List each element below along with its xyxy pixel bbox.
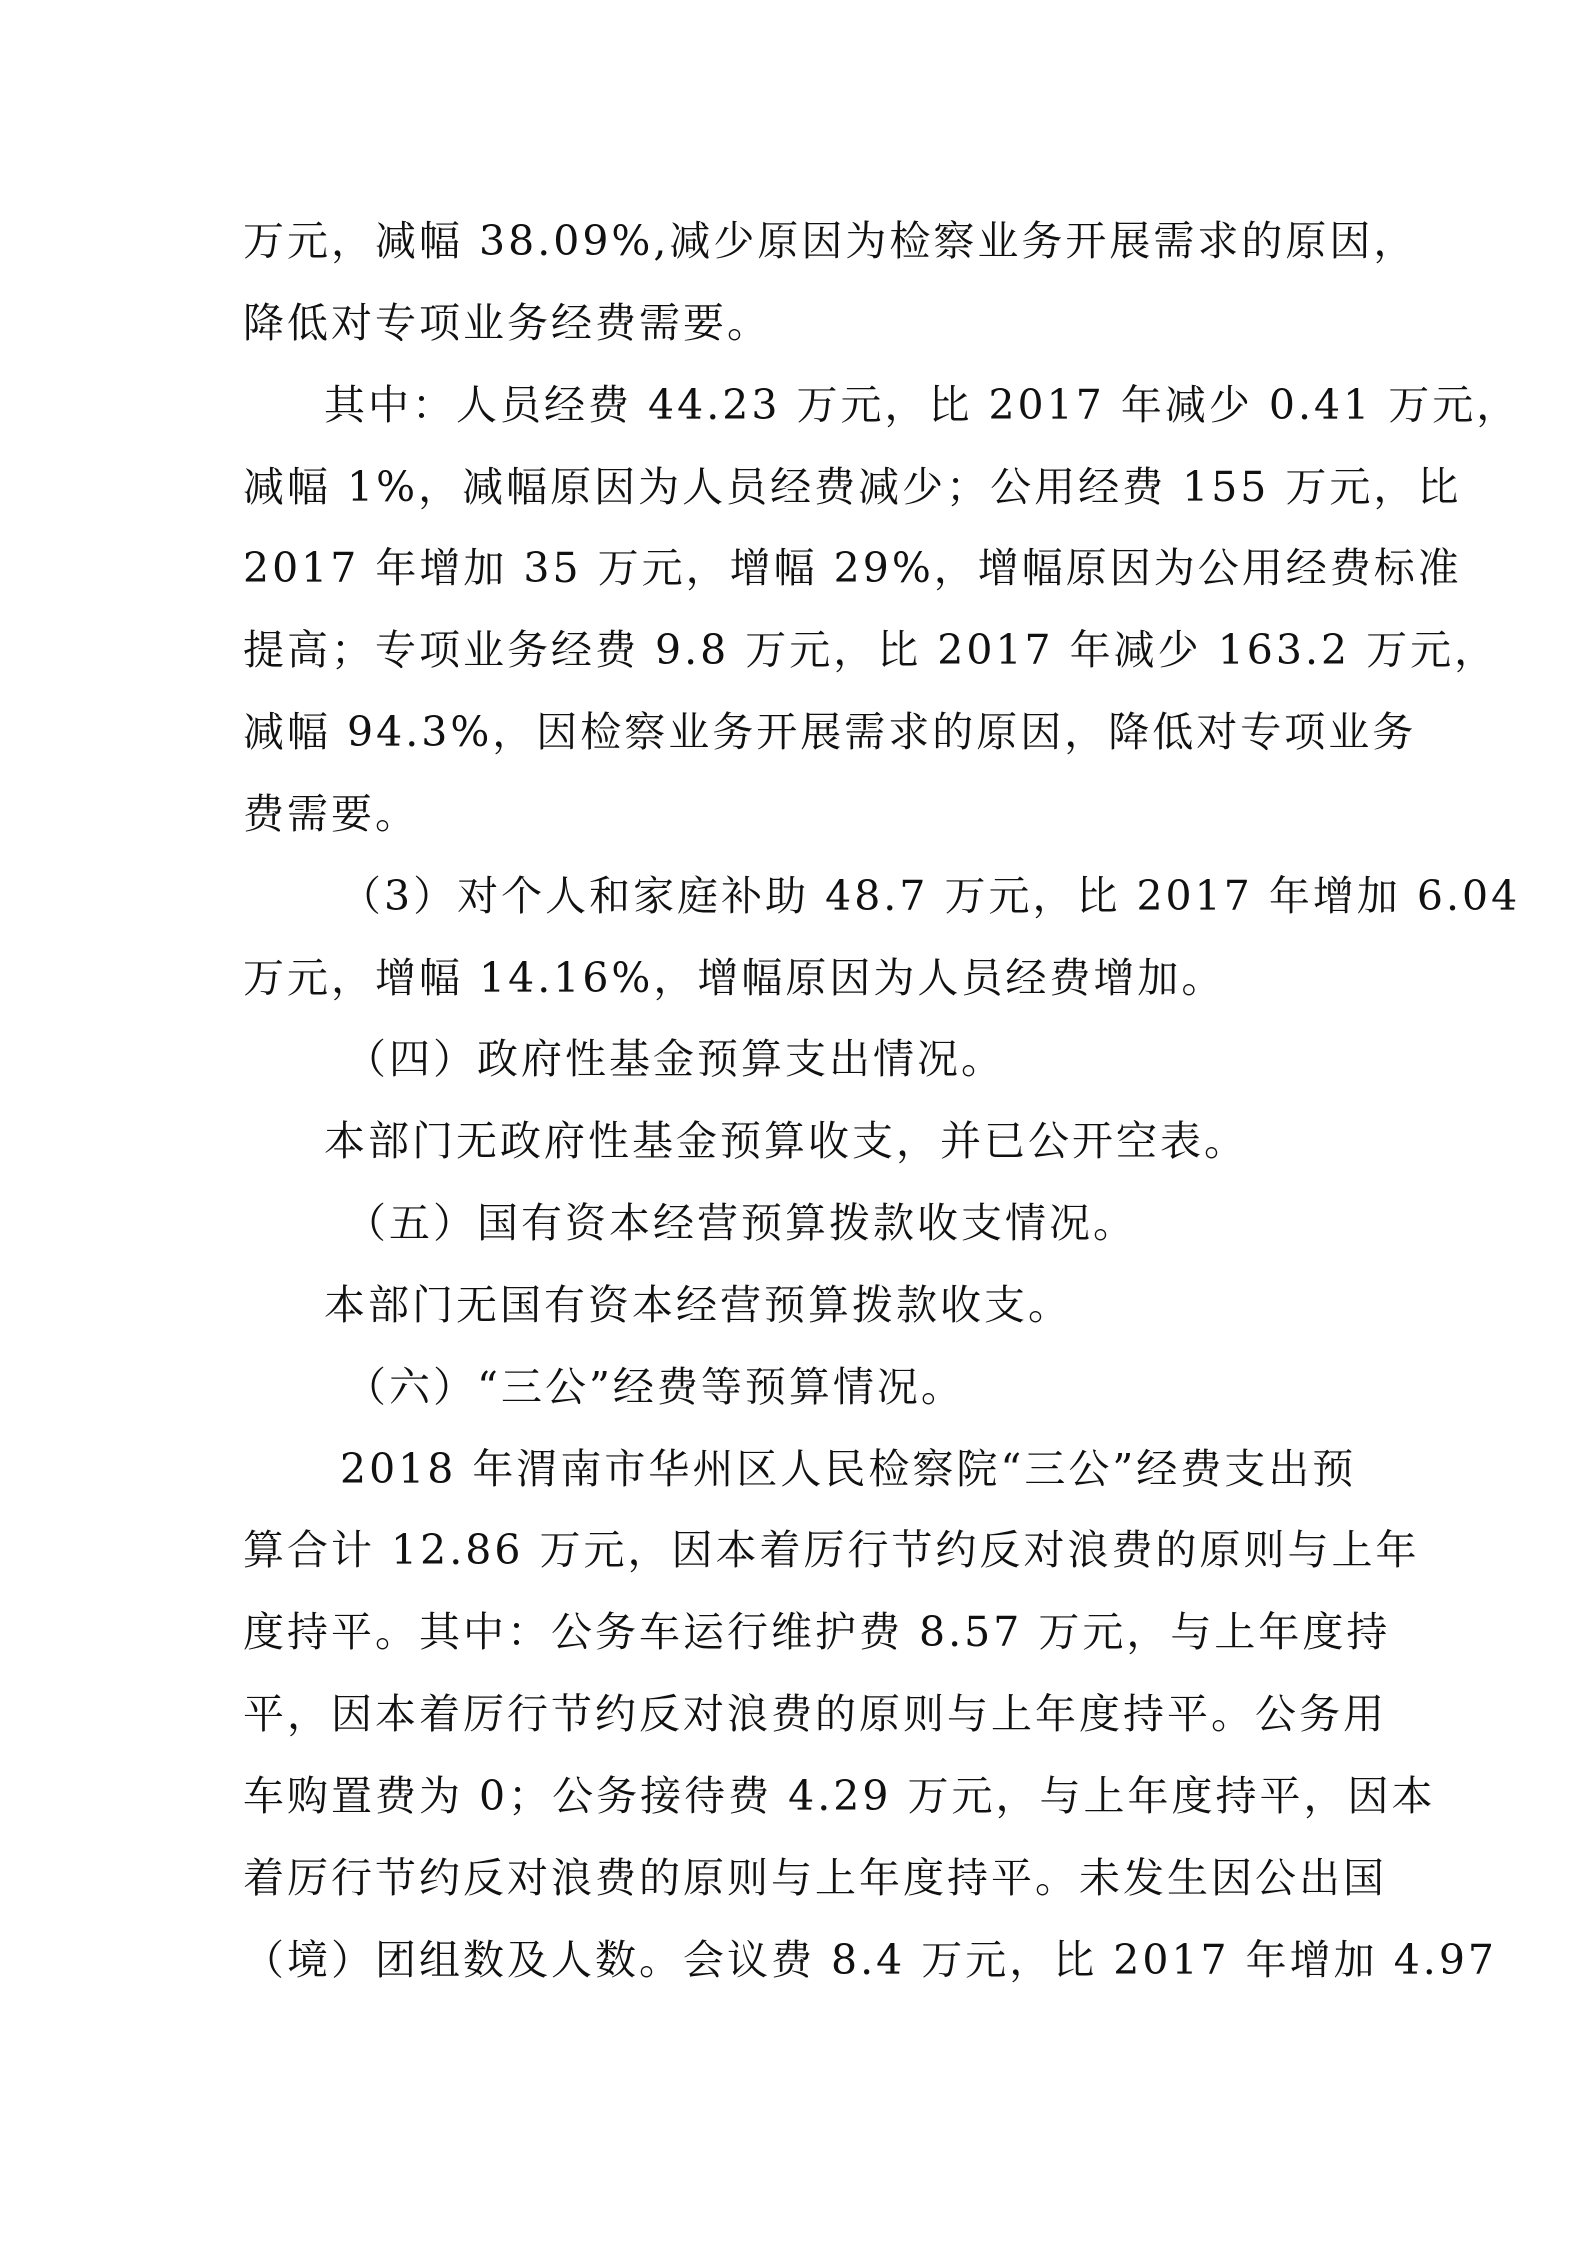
text-line-2: 降低对专项业务经费需要。	[243, 299, 771, 347]
text-line-6: 提高；专项业务经费 9.8 万元，比 2017 年减少 163.2 万元，	[243, 626, 1499, 674]
text-line-1: 万元，减幅 38.09%,减少原因为检察业务开展需求的原因，	[243, 217, 1418, 265]
text-line-3: 其中：人员经费 44.23 万元，比 2017 年减少 0.41 万元，	[324, 381, 1521, 429]
text-line-22: （境）团组数及人数。会议费 8.4 万元，比 2017 年增加 4.97	[243, 1936, 1497, 1984]
text-line-20: 车购置费为 0；公务接待费 4.29 万元，与上年度持平，因本	[243, 1772, 1436, 1820]
text-line-17: 算合计 12.86 万元，因本着厉行节约反对浪费的原则与上年	[243, 1526, 1420, 1574]
text-line-16: 2018 年渭南市华州区人民检察院“三公”经费支出预	[340, 1445, 1357, 1493]
text-line-8: 费需要。	[243, 790, 419, 838]
text-line-9: （3）对个人和家庭补助 48.7 万元，比 2017 年增加 6.04	[340, 872, 1521, 920]
section-heading-six: （六）“三公”经费等预算情况。	[345, 1363, 965, 1411]
text-line-10: 万元，增幅 14.16%，增幅原因为人员经费增加。	[243, 954, 1226, 1002]
text-line-21: 着厉行节约反对浪费的原则与上年度持平。未发生因公出国	[243, 1854, 1387, 1902]
text-line-4: 减幅 1%，减幅原因为人员经费减少；公用经费 155 万元，比	[243, 463, 1462, 511]
text-line-7: 减幅 94.3%，因检察业务开展需求的原因，降低对专项业务	[243, 708, 1417, 756]
section-heading-four: （四）政府性基金预算支出情况。	[345, 1035, 1005, 1083]
text-line-19: 平，因本着厉行节约反对浪费的原则与上年度持平。公务用	[243, 1690, 1387, 1738]
section-heading-five: （五）国有资本经营预算拨款收支情况。	[345, 1199, 1137, 1247]
text-line-18: 度持平。其中：公务车运行维护费 8.57 万元，与上年度持	[243, 1608, 1391, 1656]
text-line-5: 2017 年增加 35 万元，增幅 29%，增幅原因为公用经费标准	[243, 544, 1462, 592]
text-line-14: 本部门无国有资本经营预算拨款收支。	[324, 1281, 1072, 1329]
text-line-12: 本部门无政府性基金预算收支，并已公开空表。	[324, 1117, 1248, 1165]
